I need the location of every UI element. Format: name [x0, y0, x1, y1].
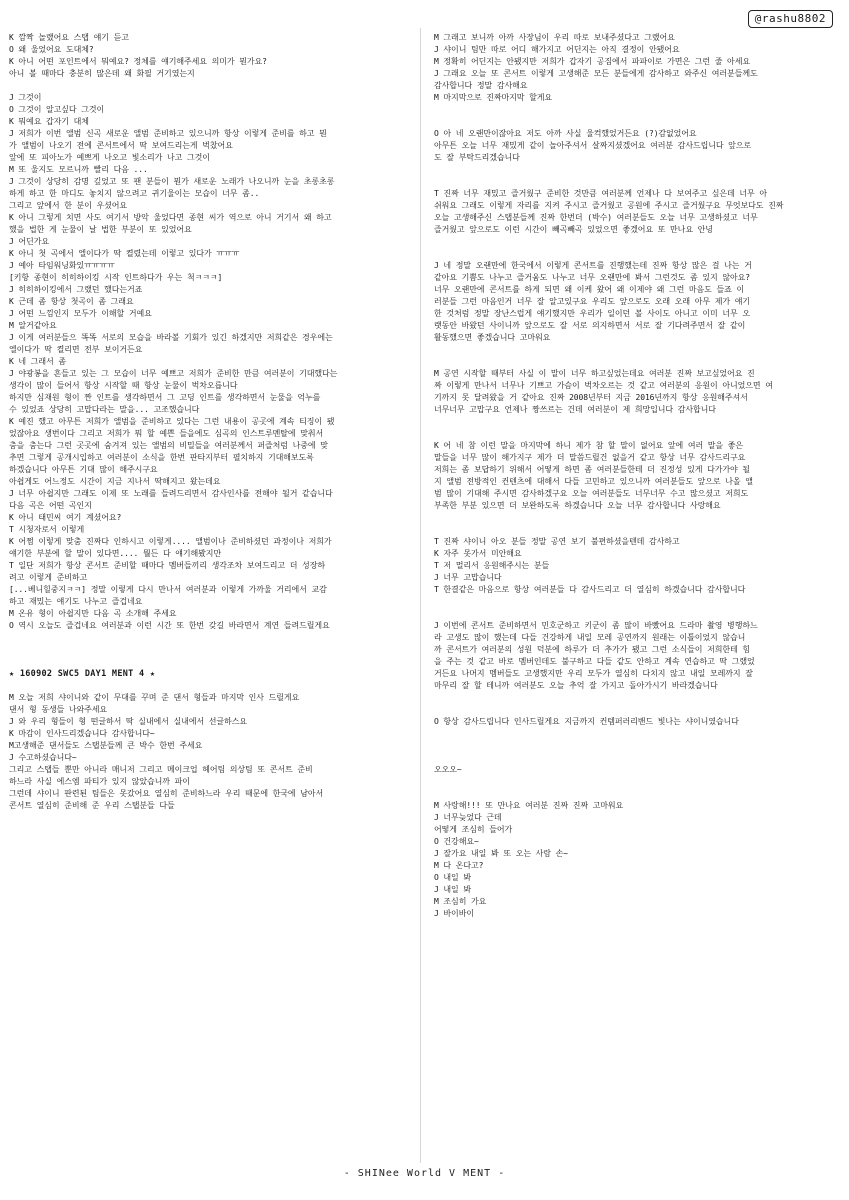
right-column	[434, 32, 838, 920]
transcript-line: M고생해준 댄서들도 스탭분들께 큰 박수 한번 주세요	[9, 741, 203, 750]
line-spacer	[434, 236, 838, 248]
transcript-line: T 시청자로서 이렇게	[9, 525, 85, 534]
transcript-line: J 그것이 상당히 감명 깊었고 또 팬 분들이 뭔가 새로운 노래가 나오니까 눈을 초롱초롱	[9, 177, 335, 186]
transcript-line: 라 고생도 많이 했는데 다들 건강하게 내일 모레 공연까지 원래는 이틀이었지 않습니	[434, 633, 746, 642]
author-handle: @rashu8802	[748, 10, 833, 28]
transcript-line: 마무리 잘 할 테니까 여러분도 오늘 추억 잘 가지고 돌아가시기 바라겠습니다	[434, 681, 718, 690]
transcript-line: 같아요 기쁨도 나누고 즐거움도 나누고 너무 오랜만에 봐서 그런것도 좀 있지 않아요?	[434, 273, 750, 282]
transcript-line: M 온유 형이 아쉽지만 다음 곡 소개해 주세요	[9, 609, 177, 618]
line-spacer	[434, 344, 838, 356]
transcript-line: 추면 그렇게 공개시입하고 여러분이 소식을 한번 판타지부터 펼치하지 기대해보도록	[9, 453, 314, 462]
transcript-line: 말들을 너무 많이 해가지구 제가 더 말씀드릴건 없을거 같고 항상 너무 감사드리구요	[434, 453, 746, 462]
transcript-line: [키항 종현이 히히하이킹 시작 인트하다가 우는 척ㅋㅋㅋ]	[9, 273, 223, 282]
transcript-line: M 다 온다고?	[434, 861, 484, 870]
line-spacer	[434, 728, 838, 740]
transcript-line: 너무너무 고맙구요 언제나 짱쓰르는 건데 여러분이 제 희망입니다 감사합니다	[434, 405, 716, 414]
transcript-line: 짜 이렇게 만나서 너무나 기쁘고 가슴이 벅차오르는 것 같고 여러분의 응원이 아니었으면 여	[434, 381, 773, 390]
transcript-line: K 어쩜 이렇게 맞춤 진짜다 인하시고 이렇게.... 앨범이나 준비하셨던 과정이나 저희가	[9, 537, 332, 546]
transcript-line: J 샤이니 팀만 따로 어디 해가지고 어딘지는 아직 결정이 안됐어요	[434, 45, 680, 54]
transcript-line: J 어떤 느낌인지 모두가 이해할 거예요	[9, 309, 152, 318]
transcript-line: J 잘가요 내일 봐 또 오는 사람 손~	[434, 849, 568, 858]
transcript-line: J 그것이	[9, 93, 42, 102]
transcript-line: O 왜 울었어요 도대체?	[9, 45, 94, 54]
transcript-line: 생각이 많이 들어서 항상 시작할 때 항상 눈물이 벅차오릅니다	[9, 381, 238, 390]
transcript-line: 하겠습니다 아무튼 기대 많이 해주시구요	[9, 465, 158, 474]
transcript-line: K 아니 그렇게 치면 사도 여기서 방악 울었다면 종현 씨가 역으로 아니 거기서 왜 하고	[9, 213, 332, 222]
transcript-line: 아니 볼 때마다 충분히 많은데 왜 화필 거기였는지	[9, 69, 195, 78]
transcript-line: 기까지 못 달려왔을 거 같아요 진짜 2008년부터 지금 2016년까지 항상 응원해주셔서	[434, 393, 748, 402]
transcript-line: K 뭐예요 갑자기 대체	[9, 117, 89, 126]
transcript-line: 하지만 심재원 형이 짠 인트를 생각하면서 그 고딩 인트를 생각하면서 눈물을 억누를	[9, 393, 321, 402]
transcript-line: 감사합니다 정말 감사해요	[434, 81, 528, 90]
transcript-line: J 너무 아쉽지만 그래도 이제 또 노래를 들려드리면서 감사인사를 전해야 될거 같습니다	[9, 489, 333, 498]
transcript-line: O 항상 감사드립니다 인사드릴게요 지금까지 컨템퍼러리밴드 빛나는 샤이니였습니다	[434, 717, 739, 726]
line-spacer	[434, 740, 838, 752]
line-spacer	[9, 632, 413, 644]
transcript-line: K 아니 태민씨 여기 계셨어요?	[9, 513, 122, 522]
transcript-line: J 어딘가요	[9, 237, 49, 246]
line-spacer	[434, 416, 838, 428]
transcript-line: 거든요 나머지 멤버들도 고생했지만 우리 모두가 열심히 다치지 않고 내일 모레까지 잘	[434, 669, 753, 678]
transcript-line: 하고 재밌는 얘기도 나누고 즐겁네요	[9, 597, 143, 606]
transcript-line: 수 있었죠 상당히 고맙다라는 말을... 고조했습니다	[9, 405, 200, 414]
transcript-line: M 알거같아요	[9, 321, 57, 330]
transcript-line: 다음 곡은 어떤 곡인지	[9, 501, 92, 510]
page-footer: - SHINee World V MENT -	[343, 1168, 506, 1179]
transcript-line: 까 콘서트가 여러분의 성원 덕분에 하루가 더 추가가 됐고 그런 소식들이 저희한테 힘	[434, 645, 750, 654]
transcript-line: O 그것이 알고싶다 그것이	[9, 105, 105, 114]
transcript-line: 어떻게 조심히 들어가	[434, 825, 513, 834]
transcript-line: O 내일 봐	[434, 873, 472, 882]
transcript-line: M 정확히 어딘지는 안됐지만 저희가 갑자기 공짐에서 파파이로 가면은 그런 줄 아세요	[434, 57, 750, 66]
transcript-line: 앞에 또 피아노가 예쁘게 나오고 빛소리가 나고 그것이	[9, 153, 210, 162]
transcript-line: M 조심히 가요	[434, 897, 487, 906]
line-spacer	[434, 356, 838, 368]
transcript-line: T 진짜 샤이니 아오 분들 정말 공연 보기 불편하셨을텐데 감사하고	[434, 537, 680, 546]
line-spacer	[434, 692, 838, 704]
line-spacer	[434, 776, 838, 788]
transcript-line: K 자주 못가서 미안해요	[434, 549, 522, 558]
transcript-line: 했을 법한 게 눈물이 날 법한 부분이 또 있었어요	[9, 225, 192, 234]
transcript-line: J 바이바이	[434, 909, 474, 918]
transcript-line: O 건강해요~	[434, 837, 479, 846]
transcript-line: 을 주는 것 같고 바로 멤버인데도 불구하고 다들 같도 안하고 계속 연습하고 딱 그랬었	[434, 657, 755, 666]
line-spacer	[434, 704, 838, 716]
transcript-line: O 역시 오늘도 즐겁네요 여러분과 이런 시간 또 한번 갖길 바라면서 계연 들려드릴게요	[9, 621, 330, 630]
transcript-line: J 너무늦었다 근데	[434, 813, 502, 822]
transcript-line: K 어 네 참 이런 말을 마지막에 하니 제가 참 할 말이 없어요 앞에 여러 말을 좋은	[434, 441, 744, 450]
line-spacer	[9, 644, 413, 656]
line-spacer	[434, 512, 838, 524]
transcript-line: 한 것처럼 정말 장난스럽게 얘기했지만 우리가 일이던 볼 사이도 아니고 이미 너무 오	[434, 309, 750, 318]
transcript-line: K 마감이 인사드리겠습니다 감사합니다~	[9, 729, 155, 738]
transcript-line: J 예아 타임워닝화있ㅠㅠㅠㅠ	[9, 261, 115, 270]
transcript-line: 댄서 형 동생들 나와주세요	[9, 705, 108, 714]
transcript-line: J 히히하이킹에서 그랬던 했다는거죠	[9, 285, 143, 294]
line-spacer	[434, 524, 838, 536]
transcript-line: J 내일 봐	[434, 885, 472, 894]
transcript-line: K 근데 좀 항상 첫곡이 좀 그래요	[9, 297, 134, 306]
line-spacer	[434, 248, 838, 260]
transcript-line: 도 잘 부탁드리겠습니다	[434, 153, 520, 162]
transcript-line: 랫동안 바왔던 사이니까 앞으로도 잘 서로 의지하면서 서로 잘 기다려주면서 잘 같이	[434, 321, 746, 330]
transcript-line: M 사랑해!!! 또 만나요 여러분 진짜 진짜 고마워요	[434, 801, 624, 810]
line-spacer	[434, 428, 838, 440]
transcript-line: 얘기한 부분에 할 말이 있다면.... 뭘든 다 얘기해봤지만	[9, 549, 222, 558]
transcript-line: K 아니 첫 곡에서 엘이다가 딱 켤렸는데 이렇고 있다가 ㅠㅠㅠ	[9, 249, 240, 258]
line-spacer	[434, 596, 838, 608]
transcript-line: 즐거웠고 앞으로도 이런 시간이 빼곡빼곡 있었으면 좋겠어요 또 만나요 안녕	[434, 225, 713, 234]
transcript-line: 그런데 샤이니 판련된 팀들은 못갔어요 열심히 준비하느라 우리 때문에 한국에 남아서	[9, 789, 324, 798]
transcript-line: 활동했으면 좋겠습니다 고마워요	[434, 333, 551, 342]
transcript-line: M 마지막으로 진짜마지막 할게요	[434, 93, 553, 102]
transcript-line: 쉬워요 그래도 이렇게 자리를 지켜 주시고 즐거웠고 공원에 주시고 즐거웠구요 무엇보다도 진짜	[434, 201, 784, 210]
transcript-line: 저희는 좀 보답하기 위해서 어떻게 하면 좀 여러분들한테 더 진정성 있게 다가가야 될	[434, 465, 750, 474]
transcript-line: 엘이다가 딱 켤리면 전부 보이거든요	[9, 345, 143, 354]
section-title: ★ 160902 SWC5 DAY1 MENT 4 ★	[9, 669, 156, 679]
transcript-line: 아쉽게도 어느정도 시간이 지금 지나서 딱해지고 왔는데요	[9, 477, 221, 486]
transcript-line: T 일단 저희가 항상 콘서트 준비할 때마다 멤버들끼리 생각조차 보여드리고 더 성장하	[9, 561, 325, 570]
transcript-line: 그리고 스탭들 뿐만 아니라 매니저 그리고 메이크업 헤어팀 의상팀 또 콘서트 준비	[9, 765, 313, 774]
transcript-line: 부족한 부분 있으면 더 보완하도록 하겠습니다 오늘 너무 감사합니다 사랑해요	[434, 501, 721, 510]
transcript-line: 었잖아요 생번이다 그리고 저희가 뭐 할 예쁜 들을에도 심곡의 인스트루멘탈에 맞춰서	[9, 429, 324, 438]
transcript-line: 춤을 춤는다 그런 곳곳에 숨겨져 있는 앨범의 비밀들을 여러분께서 퍼즐처럼 나중에 맞	[9, 441, 328, 450]
transcript-line: M 또 울지도 모르니까 빨리 다음 ...	[9, 165, 148, 174]
line-spacer	[434, 608, 838, 620]
line-spacer	[434, 752, 838, 764]
transcript-line: K 아니 어떤 포인트에서 뭐예요? 정체를 얘기해주세요 의미가 뭔가요?	[9, 57, 267, 66]
transcript-line: 콘서트 열심히 준비해 준 우리 스탭분들 다들	[9, 801, 175, 810]
line-spacer	[434, 164, 838, 176]
transcript-line: 오늘 고생해주신 스탭분들께 진짜 한번더 (박수) 여러분들도 오늘 너무 고생하셨고 너무	[434, 213, 758, 222]
column-divider	[420, 28, 421, 1163]
line-spacer	[9, 680, 413, 692]
transcript-line: J 야광봉을 흔들고 있는 그 모습이 너무 예쁘고 저희가 준비한 만큼 여러분이 기대했다는	[9, 369, 338, 378]
transcript-line: J 그래요 오늘 또 콘서트 이렇게 고생해준 모든 분들에게 감사하고 와주신 여러분들께도	[434, 69, 758, 78]
transcript-line: J 이게 여러분들으 똑똑 서로의 모습을 바라볼 기회가 있긴 하겠지만 저희같은 경우에는	[9, 333, 333, 342]
transcript-line: K 깜짝 놀랬어요 스탭 얘기 듣고	[9, 33, 129, 42]
transcript-line: [...베니힐중지ㅋㅋ] 정말 이렇게 다시 만나서 여러분과 이렇게 가까울 거리에서 교감	[9, 585, 327, 594]
transcript-line: O 아 네 오랜만이잖아요 저도 아까 사실 울컥했었거든요 (?)감없었어요	[434, 129, 697, 138]
transcript-line: K 네 그래서 좀	[9, 357, 67, 366]
transcript-line: J 와 우리 형들이 형 떤글하서 딱 실내에서 실내에서 선글하스요	[9, 717, 247, 726]
transcript-line: 러분들 그런 마음인거 너무 잘 알고있구요 우리도 앞으로도 오래 오래 아무 제가 얘기	[434, 297, 750, 306]
line-spacer	[434, 116, 838, 128]
left-column	[9, 32, 413, 812]
transcript-line: 려고 이렇게 준비하고	[9, 573, 88, 582]
line-spacer	[9, 80, 413, 92]
line-spacer	[434, 176, 838, 188]
transcript-line: 범 많이 기대해 주시면 감사하겠구요 오늘 여러분들도 너무너무 수고 많으셨고 저희도	[434, 489, 749, 498]
line-spacer	[434, 788, 838, 800]
transcript-line: 그리고 앞에서 한 분이 우셨어요	[9, 201, 128, 210]
transcript-line: T 진짜 너무 재밌고 즐거웠구 준비한 것만큼 여러분께 언제나 다 보여주고 싶은데 너무 아	[434, 189, 768, 198]
transcript-line: J 너무 고맙습니다	[434, 573, 502, 582]
transcript-line: 아무튼 오늘 너무 재밌게 같이 놀아주셔서 살짜지셨겠어요 여러분 감사드립니다 앞으로	[434, 141, 752, 150]
line-spacer	[434, 104, 838, 116]
transcript-line: 가 앨범이 나오기 전에 콘서트에서 딱 보여드리는게 벅찼어요	[9, 141, 233, 150]
transcript-line: 너무 오랜만에 콘서트를 하게 되면 왜 이케 왔어 왜 이제야 왜 그런 마음도 들죠 이	[434, 285, 745, 294]
transcript-line: 지 앨범 전방적인 컨텐츠에 대해서 다들 고민하고 있으니까 여러분들도 앞으로 나올 앨	[434, 477, 753, 486]
transcript-line: K 예진 했고 아무튼 저희가 앨범을 준비하고 있다는 그런 내용이 공곳에 계속 티징이 됐	[9, 417, 335, 426]
transcript-line: 하게 하고 한 마디도 놓치지 않으려고 귀기울이는 모습이 너무 좀..	[9, 189, 260, 198]
transcript-line: J 네 정말 오랜만에 한국에서 이렇게 콘서트를 진행했는데 진짜 항상 많은 걸 나는 거	[434, 261, 752, 270]
transcript-line: M 오늘 저희 샤이니와 같이 무대를 꾸며 준 댄서 형들과 마지막 인사 드릴게요	[9, 693, 300, 702]
transcript-line: T 한결같은 마음으로 항상 여러분들 다 감사드리고 더 열심히 하겠습니다 감사합니다	[434, 585, 746, 594]
transcript-line: M 공연 시작할 때부터 사실 이 말이 너무 하고싶었는데요 여러분 진짜 보고싶었어요 진	[434, 369, 755, 378]
transcript-line: J 저희가 이번 앨범 신곡 새로운 앨범 준비하고 있으니까 항상 이렇게 준비를 하고 뭔	[9, 129, 327, 138]
transcript-line: 오오오~	[434, 765, 462, 774]
transcript-line: T 저 멀리서 응원해주시는 분들	[434, 561, 550, 570]
transcript-line: J 이번에 콘서트 준비하면서 민호군하고 키군이 좀 많이 바빴어요 드라마 촬영 병행하느	[434, 621, 758, 630]
transcript-line: J 수고하셨습니다~	[9, 753, 77, 762]
transcript-line: M 그래고 보니까 아까 사장님이 우리 따로 보내주셨다고 그랬어요	[434, 33, 675, 42]
line-spacer	[9, 656, 413, 668]
transcript-line: 하느라 사실 에스엠 파티가 있지 않았습니까 파이	[9, 777, 190, 786]
